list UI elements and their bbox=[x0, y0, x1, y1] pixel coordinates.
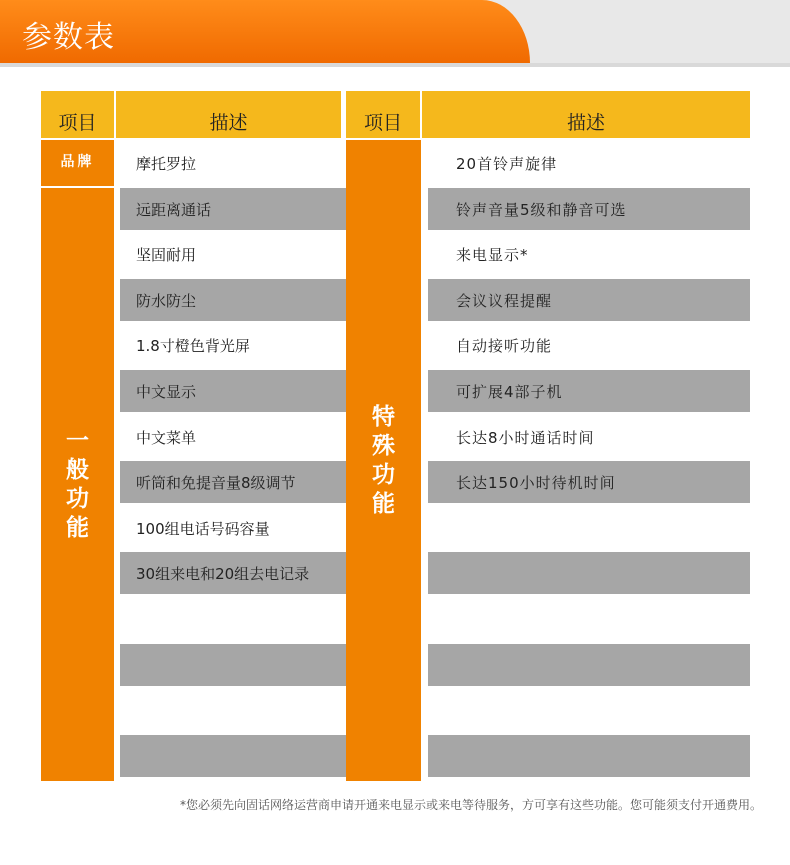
list-item: 长达150小时待机时间 bbox=[428, 461, 750, 503]
header-left-item: 项目 bbox=[41, 91, 114, 138]
list-item bbox=[428, 598, 750, 640]
list-item: 1.8寸橙色背光屏 bbox=[136, 336, 250, 355]
list-item: 可扩展4部子机 bbox=[428, 370, 750, 412]
banner-divider bbox=[0, 63, 790, 67]
list-item: 摩托罗拉 bbox=[136, 154, 197, 173]
list-item: 来电显示* bbox=[456, 245, 529, 264]
list-item bbox=[120, 644, 346, 686]
list-item: 中文显示 bbox=[120, 370, 346, 412]
list-item: 远距离通话 bbox=[120, 188, 346, 230]
list-item: 中文菜单 bbox=[136, 428, 197, 447]
header-right-desc: 描述 bbox=[422, 91, 750, 138]
page-title: 参数表 bbox=[22, 20, 115, 55]
list-item: 坚固耐用 bbox=[136, 245, 197, 264]
special-function-label: 特殊功能 bbox=[372, 403, 395, 517]
special-function-cell bbox=[346, 140, 421, 781]
general-function-cell bbox=[41, 188, 114, 781]
list-item bbox=[428, 552, 750, 594]
list-item: 会议议程提醒 bbox=[428, 279, 750, 321]
list-item bbox=[120, 735, 346, 777]
list-item bbox=[120, 689, 346, 731]
list-item bbox=[428, 689, 750, 731]
brand-label: 品牌 bbox=[41, 140, 114, 186]
list-item: 听筒和免提音量8级调节 bbox=[120, 461, 346, 503]
list-item: 长达8小时通话时间 bbox=[456, 428, 595, 447]
list-item: 20首铃声旋律 bbox=[456, 154, 558, 173]
list-item: 铃声音量5级和静音可选 bbox=[428, 188, 750, 230]
list-item bbox=[120, 598, 346, 640]
list-item: 30组来电和20组去电记录 bbox=[120, 552, 346, 594]
list-item: 自动接听功能 bbox=[456, 336, 553, 355]
list-item bbox=[428, 644, 750, 686]
list-item: 防水防尘 bbox=[120, 279, 346, 321]
list-item bbox=[428, 507, 750, 549]
general-function-label: 一般功能 bbox=[66, 427, 89, 541]
header-left-desc: 描述 bbox=[116, 91, 341, 138]
list-item: 100组电话号码容量 bbox=[136, 519, 270, 538]
list-item bbox=[428, 735, 750, 777]
header-right-item: 项目 bbox=[346, 91, 420, 138]
header-banner bbox=[0, 0, 790, 63]
footnote: *您必须先向固话网络运营商申请开通来电显示或来电等待服务，方可享有这些功能。您可能须支付开通费用。 bbox=[180, 798, 763, 812]
